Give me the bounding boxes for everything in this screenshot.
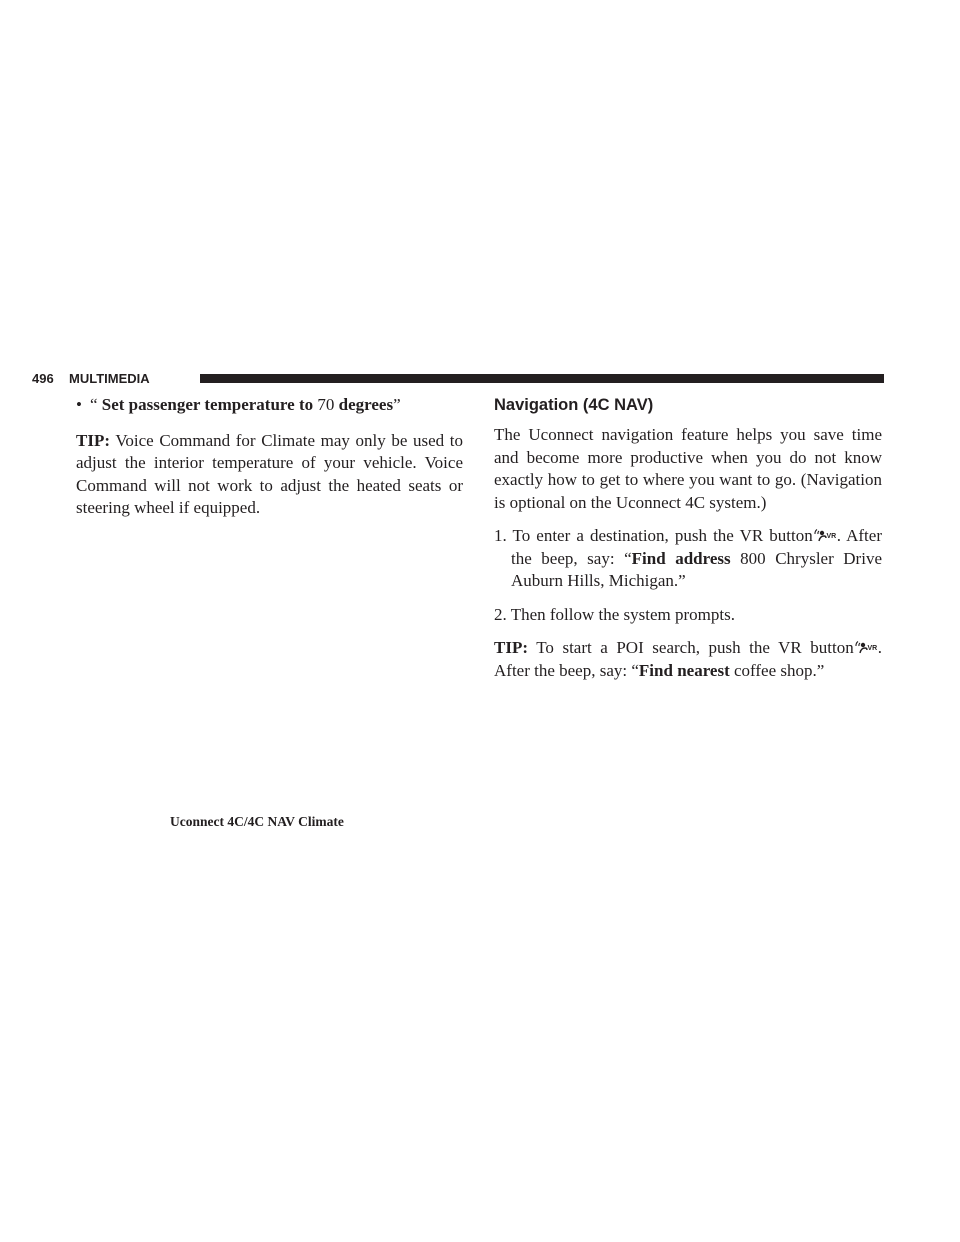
bullet-item — [76, 394, 463, 417]
tip-paragraph-2 — [494, 637, 882, 682]
step-1-command: Find address — [631, 548, 731, 568]
command-text: Set passenger temperature to — [101, 395, 314, 414]
tip-label: TIP: — [76, 430, 110, 450]
right-column — [494, 394, 882, 693]
figure-caption: Uconnect 4C/4C NAV Climate — [170, 814, 344, 829]
command-text-2: degrees — [338, 395, 394, 414]
intro-paragraph: The Uconnect navigation feature helps you save time and become more productive when you do not know exactly how to get to where you want to go. (Navigation is optional on the Uconnect 4C system.) — [494, 425, 882, 512]
step-2: 2. Then follow the system prompts. — [494, 604, 735, 624]
open-quote: “ — [89, 395, 98, 414]
page-number: 496 — [32, 371, 54, 386]
svg-text:VR: VR — [826, 533, 836, 540]
close-quote: ” — [393, 395, 401, 414]
voice-recognition-icon — [814, 528, 836, 542]
step-1-prefix: 1. To enter a destination, push the VR button — [494, 526, 813, 545]
tip-2-mid: . After the beep, say: “ — [494, 638, 882, 680]
step-1 — [494, 525, 882, 593]
voice-recognition-icon — [855, 640, 877, 654]
tip-label-2: TIP: — [494, 638, 528, 657]
section-heading: Navigation (4C NAV) — [494, 396, 654, 414]
header-rule — [200, 374, 884, 383]
tip-2-rest: coffee shop.” — [734, 660, 825, 680]
tip-2-command: Find nearest — [638, 660, 730, 680]
temperature-value: 70 — [317, 395, 335, 414]
tip-text: Voice Command for Climate may only be used to adjust the interior temperature of your vehicle. Voice Command will not work to adjust the heated seats or steering wheel if equipped. — [76, 430, 463, 517]
step-1-mid: . After the beep, say: “ — [511, 526, 882, 568]
page-header — [32, 371, 884, 387]
tip-2-prefix: To start a POI search, push the VR button — [536, 638, 854, 657]
svg-text:VR: VR — [867, 645, 877, 652]
bullet-dot: • — [76, 395, 82, 414]
left-column — [76, 394, 463, 531]
section-title: MULTIMEDIA — [69, 371, 150, 386]
tip-paragraph — [76, 430, 463, 520]
step-1-rest: 800 Chrysler Drive Auburn Hills, Michigan.” — [511, 548, 882, 590]
